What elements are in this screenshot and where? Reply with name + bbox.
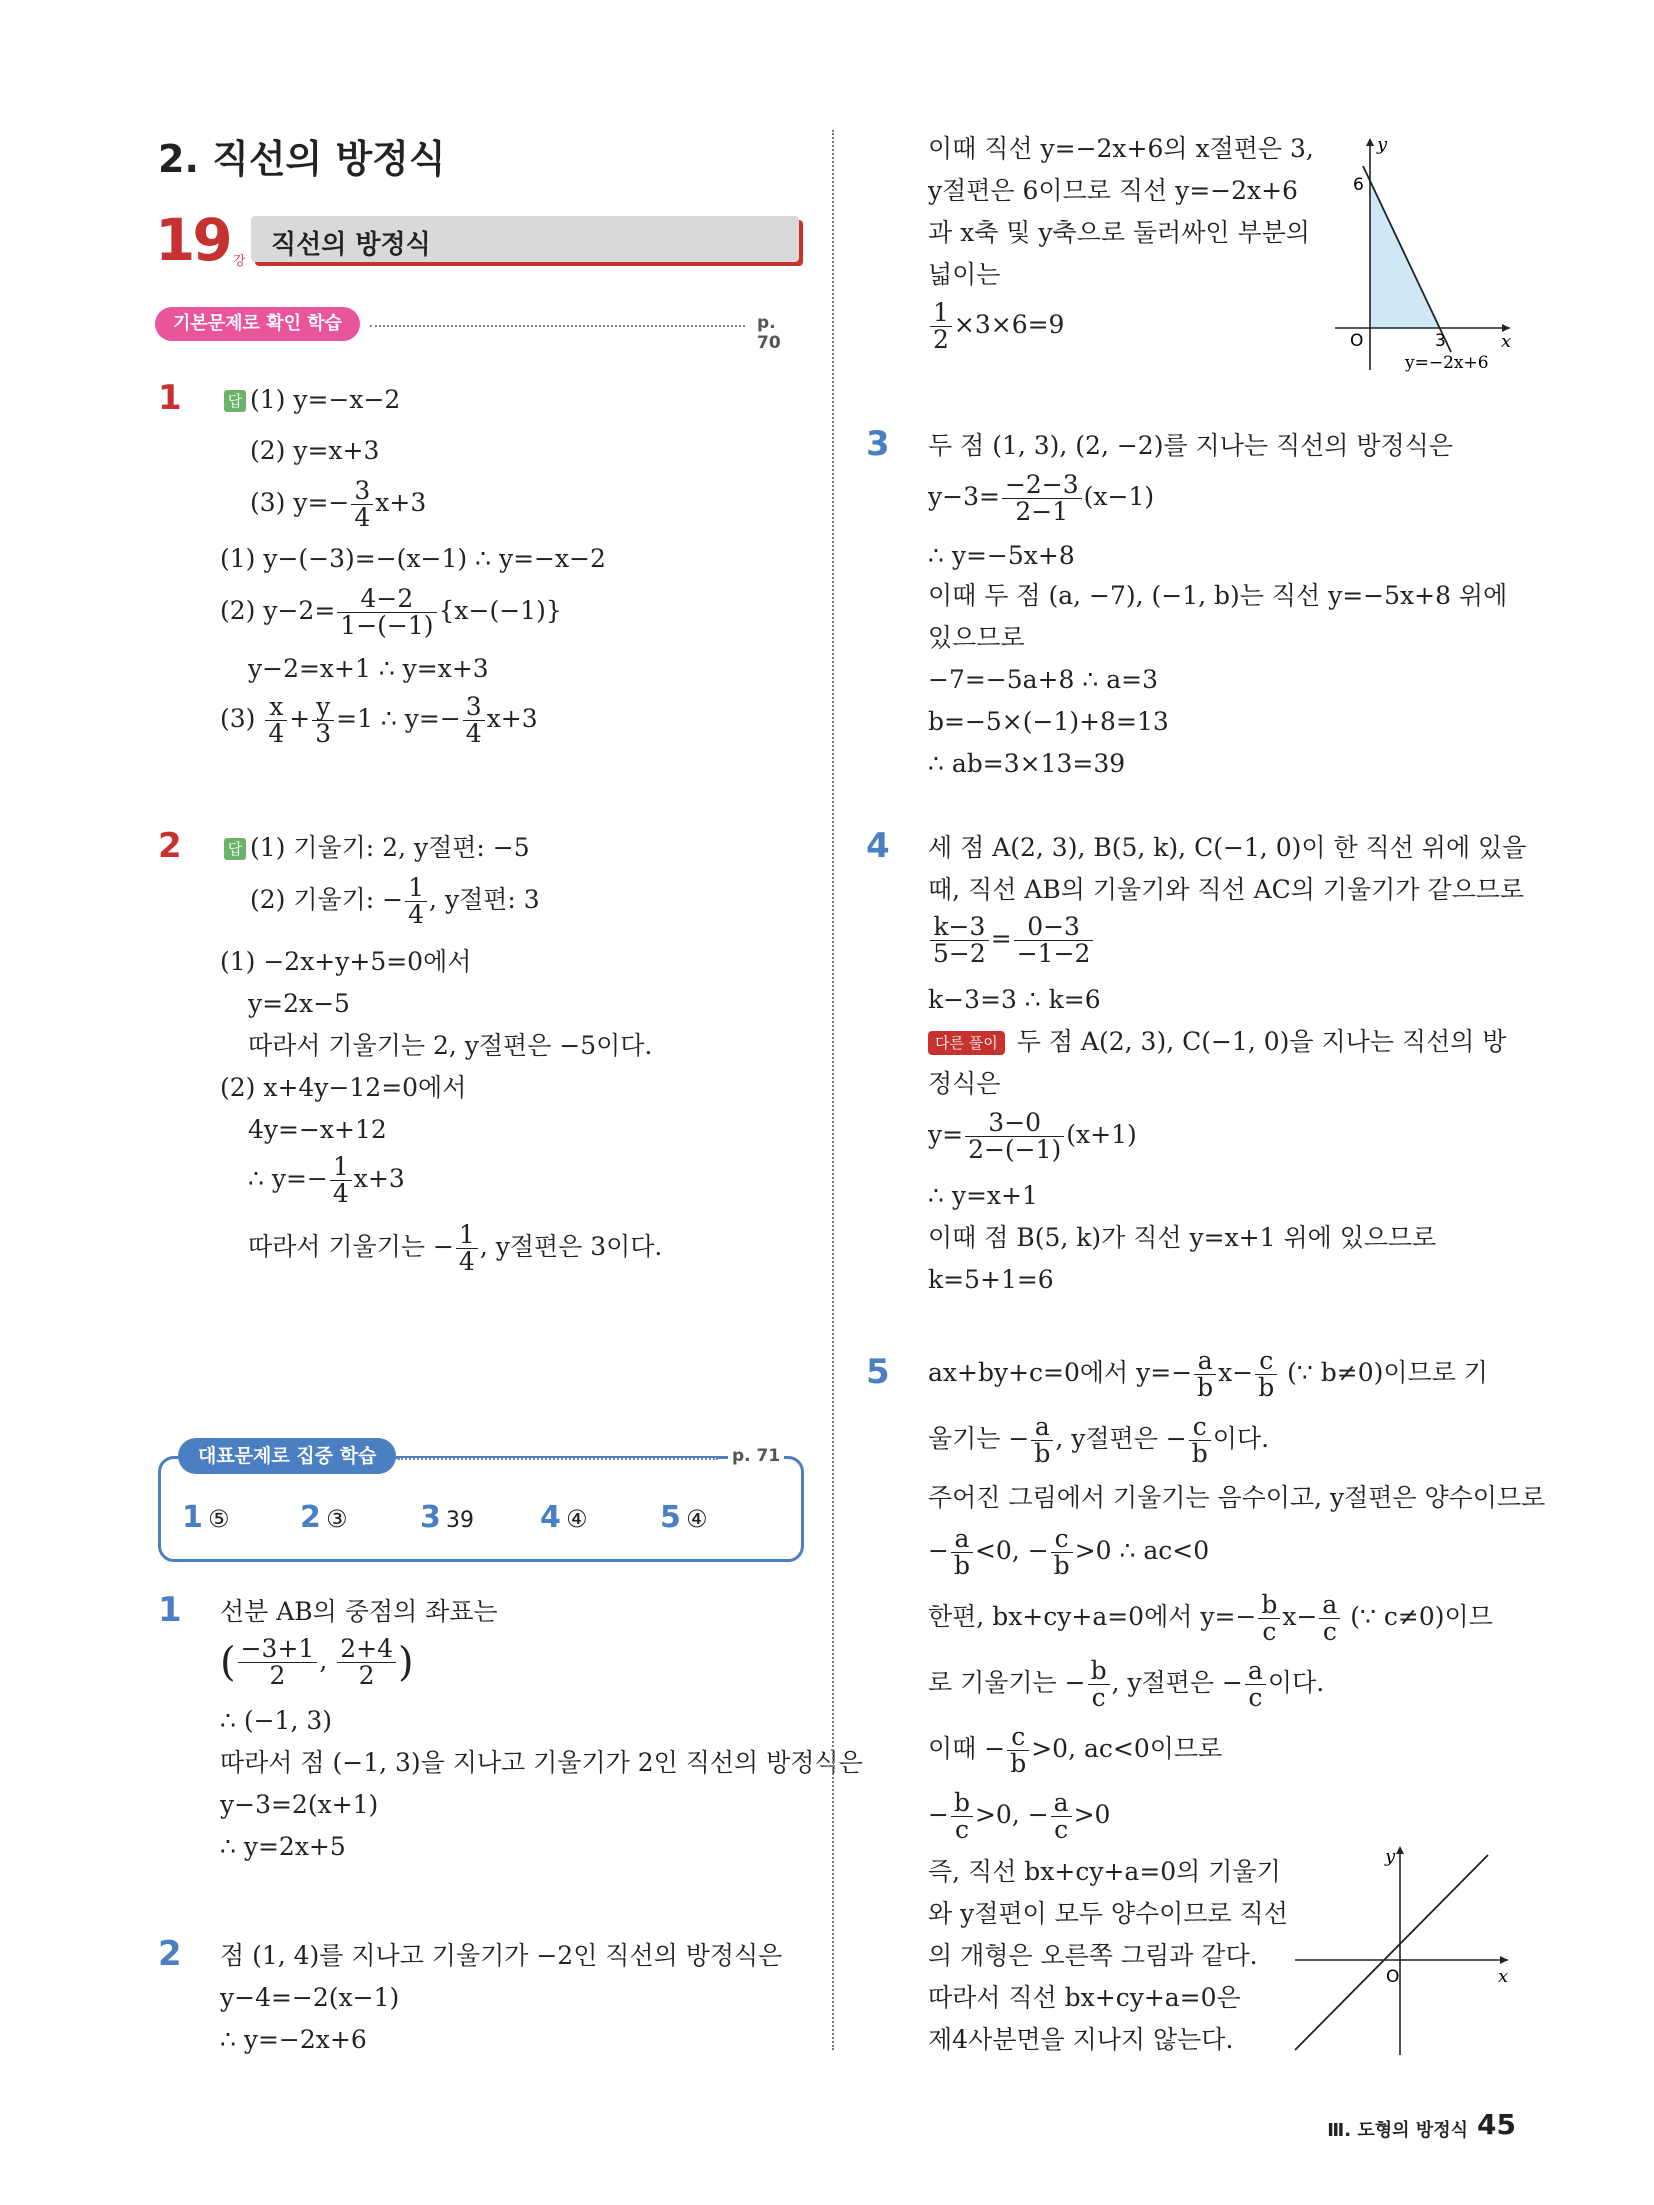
r5-line-13: 제4사분면을 지나지 않는다. xyxy=(928,2025,1234,2054)
r4-line-5: 다른 풀이 두 점 A(2, 3), C(−1, 0)을 지나는 직선의 방 xyxy=(928,1026,1506,1058)
rt-line-3: 과 x축 및 y축으로 둘러싸인 부분의 xyxy=(928,218,1310,247)
line-equation-label: y=−2x+6 xyxy=(1405,353,1489,373)
fraction: $\frac{a}{b}$ xyxy=(1031,1414,1053,1467)
rep-banner-rule xyxy=(398,1458,718,1460)
b1-solution-4: (3) $\frac{x}{4}$ + $\frac{y}{3}$ =1 ∴ y=− $\frac{3}{4}$ x+3 xyxy=(220,692,538,748)
b2-solution-2: y=2x−5 xyxy=(248,989,350,1018)
fraction: $\frac{b}{c}$ xyxy=(1088,1658,1110,1711)
lesson-title-bar xyxy=(251,216,799,262)
fraction: $\frac{c}{b}$ xyxy=(1189,1414,1211,1467)
x-axis-label: x xyxy=(1501,331,1512,352)
b2-answer-2: (2) 기울기: − $\frac{1}{4}$ , y절편: 3 xyxy=(250,873,540,929)
answer-badge: 답 xyxy=(224,838,246,860)
fraction: $\frac{a}{c}$ xyxy=(1319,1592,1340,1645)
fraction: $\frac{k-3}{5-2}$ xyxy=(930,914,989,967)
fraction: $\frac{c}{b}$ xyxy=(1051,1526,1073,1579)
graph-line-positive-slope xyxy=(1290,1840,1515,2060)
b2-solution-1: (1) −2x+y+5=0에서 xyxy=(220,947,472,976)
graph-line-y-neg2x-plus-6 xyxy=(1325,130,1525,375)
lesson-number: 19 xyxy=(155,206,230,274)
r2-line-3: ∴ y=−2x+6 xyxy=(220,2025,367,2054)
fraction: $\frac{-2-3}{2-1}$ xyxy=(1002,472,1082,525)
fraction: $\frac{2+4}{2}$ xyxy=(337,1636,396,1689)
chapter-label: Ⅲ. 도형의 방정식 xyxy=(1327,2120,1468,2141)
r4-line-2: 때, 직선 AB의 기울기와 직선 AC의 기울기가 같으므로 xyxy=(928,875,1525,904)
fraction: $\frac{x}{4}$ xyxy=(265,694,287,747)
fraction: $\frac{4-2}{1-(-1)}$ xyxy=(337,586,436,639)
r5-line-10: 와 y절편이 모두 양수이므로 직선 xyxy=(928,1899,1288,1928)
lesson-header xyxy=(155,206,805,276)
fraction: $\frac{b}{c}$ xyxy=(1258,1592,1280,1645)
y-axis-arrow xyxy=(1396,1846,1404,1854)
r3-line-8: ∴ ab=3×13=39 xyxy=(928,749,1126,778)
fraction: $\frac{3}{4}$ xyxy=(351,478,373,531)
quick-answer: 2 ③ xyxy=(300,1500,348,1535)
section-title: 2. 직선의 방정식 xyxy=(158,137,446,181)
r5-line-7: 이때 − $\frac{c}{b}$ >0, ac<0이므로 xyxy=(928,1722,1223,1778)
x-intercept-label: 3 xyxy=(1435,331,1446,351)
r2-line-1: 점 (1, 4)를 지나고 기울기가 −2인 직선의 방정식은 xyxy=(220,1941,783,1970)
rt-line-2: y절편은 6이므로 직선 y=−2x+6 xyxy=(928,176,1298,205)
footer xyxy=(1300,2106,1530,2146)
r1-line-3: ∴ (−1, 3) xyxy=(220,1706,333,1735)
r5-line-11: 의 개형은 오른쪽 그림과 같다. xyxy=(928,1941,1258,1970)
basic-banner-label: 기본문제로 확인 학습 xyxy=(155,307,360,341)
rt-line-1: 이때 직선 y=−2x+6의 x절편은 3, xyxy=(928,134,1314,163)
answer-badge: 답 xyxy=(224,390,246,412)
r4-line-1: 세 점 A(2, 3), B(5, k), C(−1, 0)이 한 직선 위에 있을 xyxy=(928,833,1527,862)
r1-line-5: y−3=2(x+1) xyxy=(220,1790,379,1819)
r3-line-7: b=−5×(−1)+8=13 xyxy=(928,707,1169,736)
r5-line-8: − $\frac{b}{c}$ >0, − $\frac{a}{c}$ >0 xyxy=(928,1788,1111,1844)
fraction: $\frac{a}{b}$ xyxy=(1194,1348,1216,1401)
alt-solution-badge: 다른 풀이 xyxy=(928,1031,1005,1055)
b2-answer-1: 답 (1) 기울기: 2, y절편: −5 xyxy=(224,832,530,864)
lesson-suffix: 강 xyxy=(233,254,246,269)
r5-line-9: 즉, 직선 bx+cy+a=0의 기울기 xyxy=(928,1857,1281,1886)
r1-line-6: ∴ y=2x+5 xyxy=(220,1832,346,1861)
r5-line-4: − $\frac{a}{b}$ <0, − $\frac{c}{b}$ >0 ∴ ac<0 xyxy=(928,1524,1210,1580)
r5-line-2: 울기는 − $\frac{a}{b}$ , y절편은 − $\frac{c}{b}$ 이다. xyxy=(928,1412,1270,1468)
r3-line-1: 두 점 (1, 3), (2, −2)를 지나는 직선의 방정식은 xyxy=(928,431,1453,460)
y-axis-label: y xyxy=(1377,134,1388,155)
fraction: $\frac{c}{b}$ xyxy=(1255,1348,1277,1401)
r5-line-5: 한편, bx+cy+a=0에서 y=− $\frac{b}{c}$ x− $\frac{a}{c}$ (∵ c≠0)이므 xyxy=(928,1590,1493,1646)
b2-solution-7: 따라서 기울기는 − $\frac{1}{4}$ , y절편은 3이다. xyxy=(248,1220,663,1276)
fraction: $\frac{3-0}{2-(-1)}$ xyxy=(965,1110,1064,1163)
quick-answer: 5 ④ xyxy=(660,1500,708,1535)
origin-label: O xyxy=(1386,1967,1400,1987)
r4-line-7: y= $\frac{3-0}{2-(-1)}$ (x+1) xyxy=(928,1108,1137,1164)
b1-answer-2: (2) y=x+3 xyxy=(250,436,380,465)
r4-line-4: k−3=3 ∴ k=6 xyxy=(928,985,1101,1014)
r2-line-2: y−4=−2(x−1) xyxy=(220,1983,400,2012)
quick-answer: 4 ④ xyxy=(540,1500,588,1535)
b1-solution-2: (2) y−2= $\frac{4-2}{1-(-1)}$ {x−(−1)} xyxy=(220,584,562,640)
b2-solution-6: ∴ y=− $\frac{1}{4}$ x+3 xyxy=(248,1152,405,1208)
r5-line-3: 주어진 그림에서 기울기는 음수이고, y절편은 양수이므로 xyxy=(928,1483,1546,1512)
r5-line-12: 따라서 직선 bx+cy+a=0은 xyxy=(928,1983,1241,2012)
fraction: $\frac{1}{4}$ xyxy=(330,1154,352,1207)
r4-line-3: $\frac{k-3}{5-2}$ = $\frac{0-3}{-1-2}$ xyxy=(928,914,1095,967)
basic-banner-rule xyxy=(370,325,745,327)
r3-line-5: 있으므로 xyxy=(928,623,1025,652)
basic-banner-page: p. 70 xyxy=(757,313,781,353)
r4-line-6: 정식은 xyxy=(928,1069,1001,1098)
b1-answer-3: (3) y=− $\frac{3}{4}$ x+3 xyxy=(250,476,427,532)
x-axis-label: x xyxy=(1498,1966,1509,1987)
r3-line-6: −7=−5a+8 ∴ a=3 xyxy=(928,665,1158,694)
lesson-title: 직선의 방정식 xyxy=(271,230,431,260)
origin-label: O xyxy=(1350,331,1364,351)
rt-line-5: $\frac{1}{2}$ ×3×6=9 xyxy=(928,300,1064,353)
rep-problem-5-number: 5 xyxy=(866,1352,890,1392)
graph-line xyxy=(1295,1855,1488,2050)
quick-answer: 3 39 xyxy=(420,1500,474,1535)
fraction: $\frac{3}{4}$ xyxy=(463,694,485,747)
fraction: $\frac{b}{c}$ xyxy=(951,1790,973,1843)
rep-problem-4-number: 4 xyxy=(866,826,890,866)
quick-answers xyxy=(182,1500,782,1540)
fraction: $\frac{a}{c}$ xyxy=(1245,1658,1266,1711)
y-intercept-label: 6 xyxy=(1353,175,1364,195)
fraction: $\frac{a}{b}$ xyxy=(951,1526,973,1579)
x-axis-arrow xyxy=(1500,1956,1508,1964)
fraction: $\frac{c}{b}$ xyxy=(1007,1724,1029,1777)
quick-answer: 1 ⑤ xyxy=(182,1500,230,1535)
rep-problem-2-number: 2 xyxy=(158,1934,182,1974)
column-divider xyxy=(832,130,834,2050)
fraction: $\frac{1}{4}$ xyxy=(456,1222,478,1275)
fraction: $\frac{-3+1}{2}$ xyxy=(238,1636,318,1689)
rep-problem-3-number: 3 xyxy=(866,424,890,464)
y-axis-label: y xyxy=(1385,1846,1396,1867)
r4-line-8: ∴ y=x+1 xyxy=(928,1181,1038,1210)
fraction: $\frac{y}{3}$ xyxy=(312,694,334,747)
b1-solution-3: y−2=x+1 ∴ y=x+3 xyxy=(248,654,489,683)
b1-solution-1: (1) y−(−3)=−(x−1) ∴ y=−x−2 xyxy=(220,544,606,573)
r3-line-2: y−3= $\frac{-2-3}{2-1}$ (x−1) xyxy=(928,470,1155,526)
basic-problem-2-number: 2 xyxy=(158,826,182,866)
r3-line-4: 이때 두 점 (a, −7), (−1, b)는 직선 y=−5x+8 위에 xyxy=(928,581,1508,610)
rt-line-4: 넓이는 xyxy=(928,260,1001,289)
r1-line-1: 선분 AB의 중점의 좌표는 xyxy=(220,1597,498,1626)
r4-line-10: k=5+1=6 xyxy=(928,1265,1054,1294)
r1-line-2: ( $\frac{-3+1}{2}$ , $\frac{2+4}{2}$ ) xyxy=(220,1634,414,1690)
rep-banner-page: p. 71 xyxy=(728,1446,784,1466)
r3-line-3: ∴ y=−5x+8 xyxy=(928,541,1075,570)
r5-line-1: ax+by+c=0에서 y=− $\frac{a}{b}$ x− $\frac{c}{b}$ (∵ b≠0)이므로 기 xyxy=(928,1346,1488,1402)
basic-problem-1-number: 1 xyxy=(158,378,182,418)
r1-line-4: 따라서 점 (−1, 3)을 지나고 기울기가 2인 직선의 방정식은 xyxy=(220,1748,863,1777)
rep-banner-label: 대표문제로 집중 학습 xyxy=(178,1438,396,1474)
b2-solution-3: 따라서 기울기는 2, y절편은 −5이다. xyxy=(248,1031,653,1060)
page-number: 45 xyxy=(1477,2108,1516,2141)
b1-answer-1: 답 (1) y=−x−2 xyxy=(224,384,400,416)
fraction: $\frac{a}{c}$ xyxy=(1051,1790,1072,1843)
r4-line-9: 이때 점 B(5, k)가 직선 y=x+1 위에 있으므로 xyxy=(928,1223,1437,1252)
b2-solution-4: (2) x+4y−12=0에서 xyxy=(220,1073,467,1102)
rep-problem-1-number: 1 xyxy=(158,1590,182,1630)
fraction: $\frac{1}{2}$ xyxy=(930,300,952,353)
basic-banner xyxy=(155,305,805,353)
b2-solution-5: 4y=−x+12 xyxy=(248,1115,387,1144)
r5-line-6: 로 기울기는 − $\frac{b}{c}$ , y절편은 − $\frac{a}{c}$ 이다. xyxy=(928,1656,1325,1712)
fraction: $\frac{1}{4}$ xyxy=(405,875,427,928)
fraction: $\frac{0-3}{-1-2}$ xyxy=(1014,914,1094,967)
y-axis-arrow xyxy=(1366,138,1374,146)
